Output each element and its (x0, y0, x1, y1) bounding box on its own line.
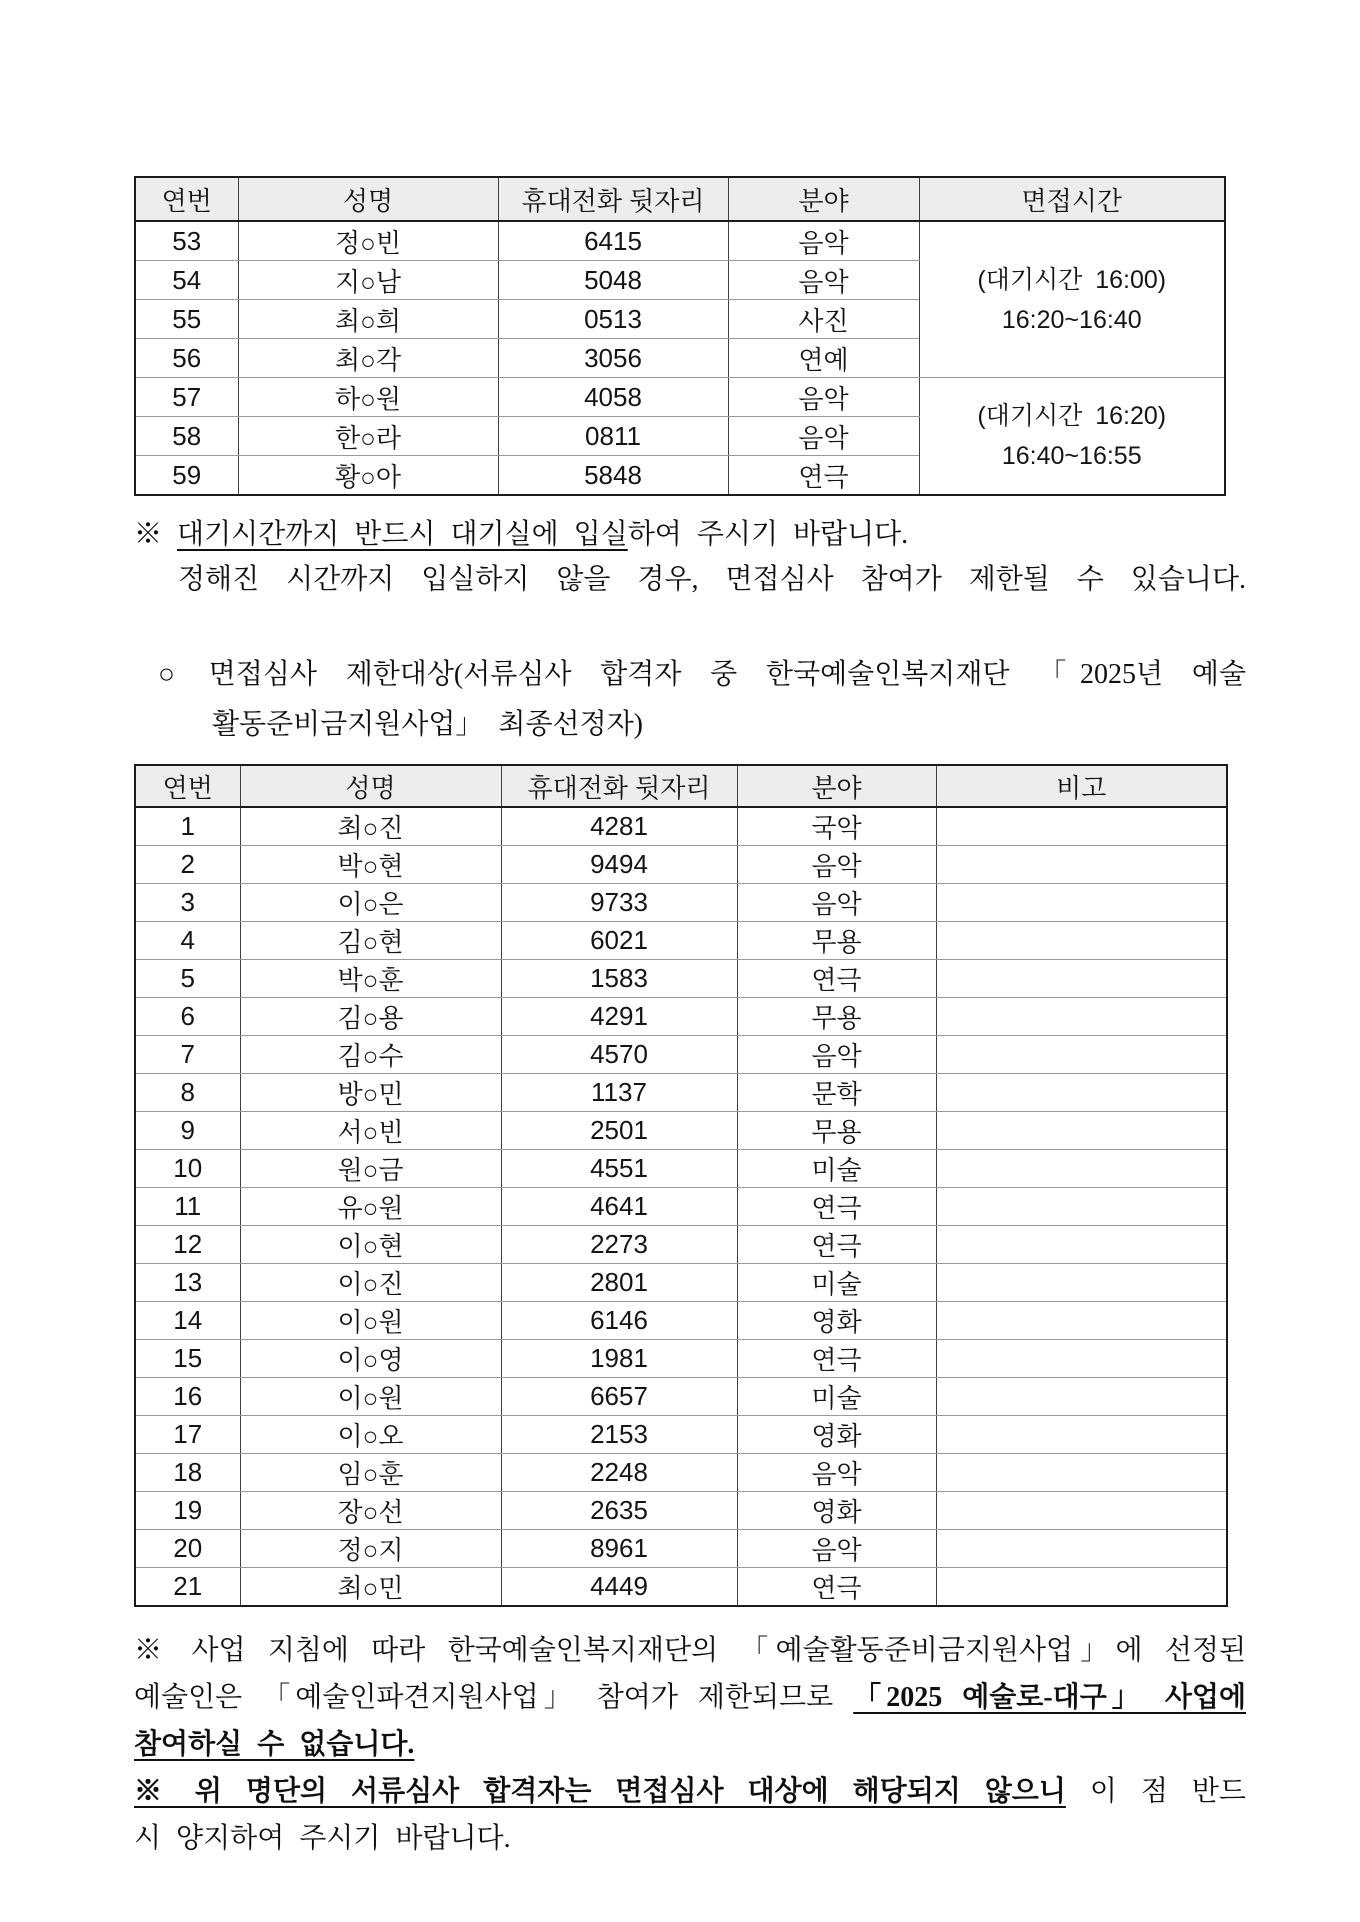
cell-remark (936, 960, 1227, 998)
schedule-header-row (135, 177, 1225, 221)
underlined-text: 대기시간까지 반드시 대기실에 입실 (177, 519, 628, 550)
cell-phone: 2635 (501, 1492, 737, 1530)
cell-serial: 19 (135, 1492, 240, 1530)
cell-field: 연극 (737, 1568, 936, 1607)
cell-phone: 2153 (501, 1416, 737, 1454)
restricted-row (135, 1340, 1227, 1378)
cell-serial: 5 (135, 960, 240, 998)
cell-phone: 3056 (498, 339, 728, 378)
text-line (134, 1815, 1246, 1862)
emphasized-text: 참여하실 수 없습니다. (134, 1729, 415, 1760)
col-header-remark: 비고 (936, 765, 1227, 807)
cell-serial: 4 (135, 922, 240, 960)
cell-field: 미술 (737, 1150, 936, 1188)
plain-text: 활동준비금지원사업」 최종선정자) (212, 709, 643, 740)
cell-field: 무용 (737, 998, 936, 1036)
cell-name: 이○원 (240, 1302, 501, 1340)
restricted-row (135, 846, 1227, 884)
cell-name: 이○영 (240, 1340, 501, 1378)
wait-time-label: (대기시간 16:00) (977, 265, 1167, 294)
restricted-row (135, 998, 1227, 1036)
cell-serial: 14 (135, 1302, 240, 1340)
cell-name: 임○훈 (240, 1454, 501, 1492)
cell-name: 장○선 (240, 1492, 501, 1530)
cell-serial: 11 (135, 1188, 240, 1226)
cell-phone: 4551 (501, 1150, 737, 1188)
plain-text: 정해진 시간까지 입실하지 않을 경우, 면접심사 참여가 제한될 수 있습니다. (178, 564, 1246, 595)
restricted-list-table (134, 764, 1228, 1607)
cell-phone: 4641 (501, 1188, 737, 1226)
cell-field: 연극 (737, 960, 936, 998)
cell-phone: 5848 (498, 456, 728, 496)
cell-name: 최○진 (240, 807, 501, 846)
cell-phone: 6657 (501, 1378, 737, 1416)
cell-interview-time (919, 221, 1225, 378)
cell-serial: 20 (135, 1530, 240, 1568)
cell-serial: 21 (135, 1568, 240, 1607)
cell-serial: 54 (135, 261, 238, 300)
col-header-phone: 휴대전화 뒷자리 (501, 765, 737, 807)
cell-field: 영화 (737, 1492, 936, 1530)
cell-name: 이○현 (240, 1226, 501, 1264)
cell-phone: 6146 (501, 1302, 737, 1340)
col-header-interview-time: 면접시간 (919, 177, 1225, 221)
cell-field: 음악 (728, 261, 919, 300)
cell-name: 하○원 (238, 378, 498, 417)
schedule-table-header (135, 177, 1225, 221)
cell-phone: 2501 (501, 1112, 737, 1150)
cell-serial: 3 (135, 884, 240, 922)
cell-field: 무용 (737, 922, 936, 960)
cell-phone: 4291 (501, 998, 737, 1036)
cell-remark (936, 884, 1227, 922)
restricted-row (135, 1454, 1227, 1492)
cell-serial: 58 (135, 417, 238, 456)
cell-name: 최○각 (238, 339, 498, 378)
text-line (134, 557, 1246, 602)
cell-remark (936, 1378, 1227, 1416)
col-header-serial: 연번 (135, 765, 240, 807)
col-header-name: 성명 (240, 765, 501, 807)
cell-remark (936, 1302, 1227, 1340)
time-range-label: 16:20~16:40 (1001, 305, 1142, 334)
cell-name: 이○은 (240, 884, 501, 922)
restricted-row (135, 1036, 1227, 1074)
cell-serial: 10 (135, 1150, 240, 1188)
cell-serial: 16 (135, 1378, 240, 1416)
cell-field: 연예 (728, 339, 919, 378)
cell-serial: 2 (135, 846, 240, 884)
cell-remark (936, 1340, 1227, 1378)
cell-field: 연극 (737, 1188, 936, 1226)
restriction-note (134, 1627, 1246, 1862)
restricted-row (135, 1188, 1227, 1226)
restricted-row (135, 960, 1227, 998)
plain-text: ※ (134, 519, 178, 550)
text-line (134, 1674, 1246, 1721)
cell-name: 황○아 (238, 456, 498, 496)
plain-text: 예술인은 「예술인파견지원사업」 참여가 제한되므로 (134, 1682, 854, 1713)
cell-remark (936, 1074, 1227, 1112)
cell-remark (936, 1188, 1227, 1226)
cell-serial: 57 (135, 378, 238, 417)
cell-name: 김○수 (240, 1036, 501, 1074)
restricted-row (135, 1074, 1227, 1112)
restricted-row (135, 807, 1227, 846)
restricted-row (135, 922, 1227, 960)
cell-phone: 0513 (498, 300, 728, 339)
cell-remark (936, 1112, 1227, 1150)
cell-field: 무용 (737, 1112, 936, 1150)
cell-name: 김○현 (240, 922, 501, 960)
cell-phone: 2273 (501, 1226, 737, 1264)
restricted-table-header (135, 765, 1227, 807)
schedule-row (135, 221, 1225, 261)
cell-phone: 2801 (501, 1264, 737, 1302)
cell-field: 국악 (737, 807, 936, 846)
cell-phone: 2248 (501, 1454, 737, 1492)
cell-remark (936, 846, 1227, 884)
cell-remark (936, 1530, 1227, 1568)
plain-text: 시 양지하여 주시기 바랍니다. (134, 1823, 511, 1854)
schedule-row (135, 378, 1225, 417)
cell-remark (936, 998, 1227, 1036)
cell-field: 음악 (737, 1530, 936, 1568)
text-line (134, 1627, 1246, 1674)
cell-phone: 1583 (501, 960, 737, 998)
restricted-row (135, 1302, 1227, 1340)
cell-name: 최○희 (238, 300, 498, 339)
interview-schedule-table (134, 176, 1226, 496)
cell-name: 정○빈 (238, 221, 498, 261)
cell-remark (936, 1150, 1227, 1188)
cell-name: 박○훈 (240, 960, 501, 998)
cell-phone: 1137 (501, 1074, 737, 1112)
text-line (134, 1768, 1246, 1815)
cell-field: 미술 (737, 1378, 936, 1416)
cell-name: 이○오 (240, 1416, 501, 1454)
cell-phone: 1981 (501, 1340, 737, 1378)
cell-field: 미술 (737, 1264, 936, 1302)
cell-name: 한○라 (238, 417, 498, 456)
cell-serial: 9 (135, 1112, 240, 1150)
cell-remark (936, 922, 1227, 960)
text-line (134, 650, 1246, 700)
cell-serial: 56 (135, 339, 238, 378)
cell-field: 음악 (737, 846, 936, 884)
cell-field: 음악 (737, 1036, 936, 1074)
cell-field: 사진 (728, 300, 919, 339)
col-header-serial: 연번 (135, 177, 238, 221)
cell-phone: 5048 (498, 261, 728, 300)
restricted-row (135, 1264, 1227, 1302)
col-header-field: 분야 (728, 177, 919, 221)
cell-field: 영화 (737, 1416, 936, 1454)
cell-interview-time (919, 378, 1225, 496)
cell-name: 김○용 (240, 998, 501, 1036)
cell-field: 음악 (737, 884, 936, 922)
cell-name: 방○민 (240, 1074, 501, 1112)
cell-serial: 6 (135, 998, 240, 1036)
restricted-row (135, 1226, 1227, 1264)
cell-remark (936, 1226, 1227, 1264)
cell-field: 연극 (737, 1340, 936, 1378)
cell-field: 음악 (737, 1454, 936, 1492)
restricted-header-row (135, 765, 1227, 807)
cell-phone: 6021 (501, 922, 737, 960)
restricted-row (135, 1568, 1227, 1607)
text-line (134, 1721, 1246, 1768)
restricted-row (135, 1112, 1227, 1150)
cell-name: 이○진 (240, 1264, 501, 1302)
cell-serial: 53 (135, 221, 238, 261)
cell-phone: 4058 (498, 378, 728, 417)
cell-remark (936, 1036, 1227, 1074)
col-header-phone: 휴대전화 뒷자리 (498, 177, 728, 221)
text-line (134, 700, 1246, 750)
restricted-table-body (135, 807, 1227, 1606)
plain-text: 하여 주시기 바랍니다. (627, 519, 909, 550)
cell-field: 음악 (728, 221, 919, 261)
cell-phone: 0811 (498, 417, 728, 456)
cell-remark (936, 1264, 1227, 1302)
plain-text: 면접심사 제한대상(서류심사 합격자 중 한국예술인복지재단 「2025년 예술 (208, 659, 1246, 690)
col-header-name: 성명 (238, 177, 498, 221)
waiting-room-note (134, 512, 1246, 602)
col-header-field: 분야 (737, 765, 936, 807)
plain-text: 이 점 반드 (1065, 1776, 1246, 1807)
cell-serial: 13 (135, 1264, 240, 1302)
cell-serial: 1 (135, 807, 240, 846)
restricted-row (135, 884, 1227, 922)
cell-serial: 15 (135, 1340, 240, 1378)
cell-name: 원○금 (240, 1150, 501, 1188)
restricted-row (135, 1378, 1227, 1416)
cell-name: 이○원 (240, 1378, 501, 1416)
cell-remark (936, 1492, 1227, 1530)
cell-phone: 4281 (501, 807, 737, 846)
cell-phone: 4449 (501, 1568, 737, 1607)
cell-serial: 55 (135, 300, 238, 339)
cell-field: 문학 (737, 1074, 936, 1112)
cell-field: 음악 (728, 417, 919, 456)
cell-serial: 59 (135, 456, 238, 496)
cell-serial: 12 (135, 1226, 240, 1264)
cell-field: 영화 (737, 1302, 936, 1340)
cell-serial: 8 (135, 1074, 240, 1112)
cell-name: 지○남 (238, 261, 498, 300)
schedule-table-body (135, 221, 1225, 495)
restricted-row (135, 1530, 1227, 1568)
cell-remark (936, 1568, 1227, 1607)
cell-serial: 18 (135, 1454, 240, 1492)
cell-serial: 7 (135, 1036, 240, 1074)
cell-name: 박○현 (240, 846, 501, 884)
cell-field: 연극 (737, 1226, 936, 1264)
time-range-label: 16:40~16:55 (1001, 442, 1142, 470)
cell-name: 최○민 (240, 1568, 501, 1607)
cell-name: 유○원 (240, 1188, 501, 1226)
cell-serial: 17 (135, 1416, 240, 1454)
emphasized-text: ※ 위 명단의 서류심사 합격자는 면접심사 대상에 해당되지 않으니 (134, 1776, 1066, 1807)
cell-remark (936, 1416, 1227, 1454)
cell-field: 연극 (728, 456, 919, 496)
cell-remark (936, 807, 1227, 846)
cell-name: 서○빈 (240, 1112, 501, 1150)
cell-phone: 9494 (501, 846, 737, 884)
plain-text: ※ 사업 지침에 따라 한국예술인복지재단의 「예술활동준비금지원사업」에 선정된 (134, 1635, 1246, 1666)
cell-phone: 4570 (501, 1036, 737, 1074)
cell-field: 음악 (728, 378, 919, 417)
text-line (134, 512, 1246, 557)
restricted-row (135, 1416, 1227, 1454)
restricted-row (135, 1492, 1227, 1530)
cell-phone: 6415 (498, 221, 728, 261)
emphasized-text: 「2025 예술로-대구」 사업에 (853, 1682, 1246, 1713)
wait-time-label: (대기시간 16:20) (977, 402, 1167, 430)
cell-name: 정○지 (240, 1530, 501, 1568)
restricted-row (135, 1150, 1227, 1188)
cell-phone: 9733 (501, 884, 737, 922)
cell-phone: 8961 (501, 1530, 737, 1568)
circle-bullet: ○ (158, 659, 189, 690)
section-heading (134, 650, 1246, 750)
cell-remark (936, 1454, 1227, 1492)
